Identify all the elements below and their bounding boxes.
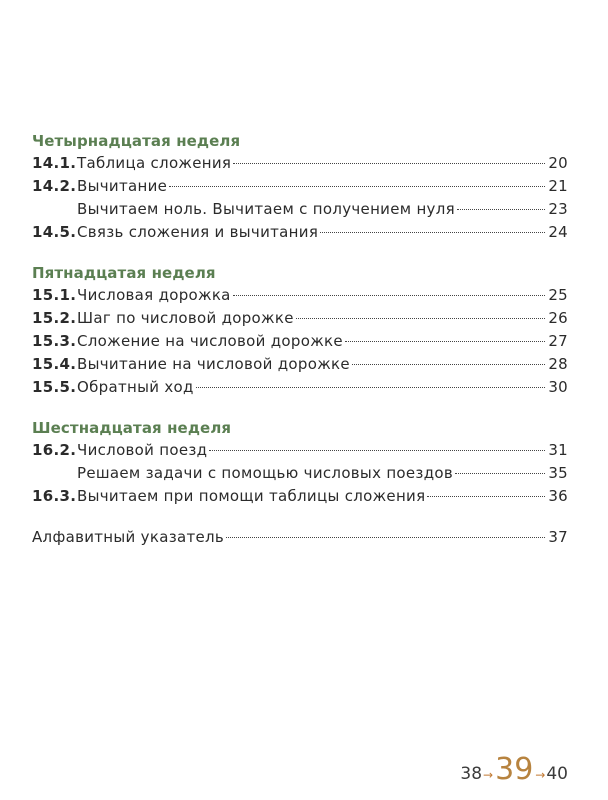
arrow-right-icon: → bbox=[483, 768, 494, 782]
toc-entry[interactable] bbox=[32, 198, 568, 221]
dot-leader bbox=[296, 318, 546, 319]
entry-title: Алфавитный указатель bbox=[32, 528, 225, 546]
dot-leader bbox=[345, 341, 545, 342]
dot-leader bbox=[169, 186, 545, 187]
toc-section-week-14 bbox=[32, 130, 568, 244]
entry-page: 21 bbox=[548, 177, 568, 195]
dot-leader bbox=[196, 387, 546, 388]
prev-page-number[interactable]: 38 bbox=[460, 764, 483, 784]
toc-entry[interactable] bbox=[32, 376, 568, 399]
entry-title: Числовая дорожка bbox=[77, 286, 231, 304]
dot-leader bbox=[226, 537, 545, 538]
dot-leader bbox=[457, 209, 545, 210]
entry-title: Вычитаем при помощи таблицы сложения bbox=[77, 487, 426, 505]
entry-page: 35 bbox=[548, 464, 568, 482]
entry-number: 14.5. bbox=[32, 223, 77, 241]
entry-page: 28 bbox=[548, 355, 568, 373]
dot-leader bbox=[455, 473, 545, 474]
entry-title: Решаем задачи с помощью числовых поездов bbox=[77, 464, 453, 482]
entry-title: Шаг по числовой дорожке bbox=[77, 309, 294, 327]
toc-entry[interactable] bbox=[32, 307, 568, 330]
table-of-contents bbox=[32, 130, 568, 567]
toc-entry[interactable] bbox=[32, 485, 568, 508]
arrow-right-icon: → bbox=[535, 768, 546, 782]
entry-page: 25 bbox=[548, 286, 568, 304]
entry-page: 27 bbox=[548, 332, 568, 350]
entry-title: Вычитаем ноль. Вычитаем с получением нуля bbox=[77, 200, 455, 218]
entry-title: Числовой поезд bbox=[77, 441, 208, 459]
toc-entry[interactable] bbox=[32, 152, 568, 175]
toc-section-index bbox=[32, 526, 568, 549]
dot-leader bbox=[352, 364, 545, 365]
entry-title: Связь сложения и вычитания bbox=[77, 223, 319, 241]
entry-number: 15.3. bbox=[32, 332, 77, 350]
entry-number: 16.3. bbox=[32, 487, 77, 505]
entry-number: 15.1. bbox=[32, 286, 77, 304]
toc-entry[interactable] bbox=[32, 462, 568, 485]
dot-leader bbox=[233, 163, 545, 164]
entry-title: Вычитание bbox=[77, 177, 168, 195]
entry-title: Сложение на числовой дорожке bbox=[77, 332, 343, 350]
entry-page: 36 bbox=[548, 487, 568, 505]
toc-entry[interactable] bbox=[32, 353, 568, 376]
entry-title: Обратный ход bbox=[77, 378, 194, 396]
entry-number: 15.5. bbox=[32, 378, 77, 396]
dot-leader bbox=[427, 496, 545, 497]
toc-entry-index[interactable] bbox=[32, 526, 568, 549]
toc-entry[interactable] bbox=[32, 284, 568, 307]
entry-page: 24 bbox=[548, 223, 568, 241]
entry-page: 20 bbox=[548, 154, 568, 172]
entry-number: 16.2. bbox=[32, 441, 77, 459]
page-navigator bbox=[460, 752, 568, 787]
current-page-number: 39 bbox=[495, 752, 534, 787]
entry-title: Таблица сложения bbox=[77, 154, 232, 172]
toc-entry[interactable] bbox=[32, 175, 568, 198]
toc-section-week-16 bbox=[32, 417, 568, 508]
toc-entry[interactable] bbox=[32, 330, 568, 353]
entry-page: 31 bbox=[548, 441, 568, 459]
section-title: Четырнадцатая неделя bbox=[32, 132, 241, 150]
entry-page: 23 bbox=[548, 200, 568, 218]
toc-section-week-15 bbox=[32, 262, 568, 399]
entry-page: 26 bbox=[548, 309, 568, 327]
section-title: Пятнадцатая неделя bbox=[32, 264, 216, 282]
dot-leader bbox=[320, 232, 545, 233]
toc-entry[interactable] bbox=[32, 439, 568, 462]
entry-number: 14.1. bbox=[32, 154, 77, 172]
entry-page: 37 bbox=[548, 528, 568, 546]
section-title: Шестнадцатая неделя bbox=[32, 419, 232, 437]
dot-leader bbox=[233, 295, 546, 296]
entry-page: 30 bbox=[548, 378, 568, 396]
entry-number: 14.2. bbox=[32, 177, 77, 195]
dot-leader bbox=[209, 450, 545, 451]
next-page-number[interactable]: 40 bbox=[546, 764, 568, 784]
toc-entry[interactable] bbox=[32, 221, 568, 244]
entry-title: Вычитание на числовой дорожке bbox=[77, 355, 350, 373]
entry-number: 15.4. bbox=[32, 355, 77, 373]
entry-number: 15.2. bbox=[32, 309, 77, 327]
